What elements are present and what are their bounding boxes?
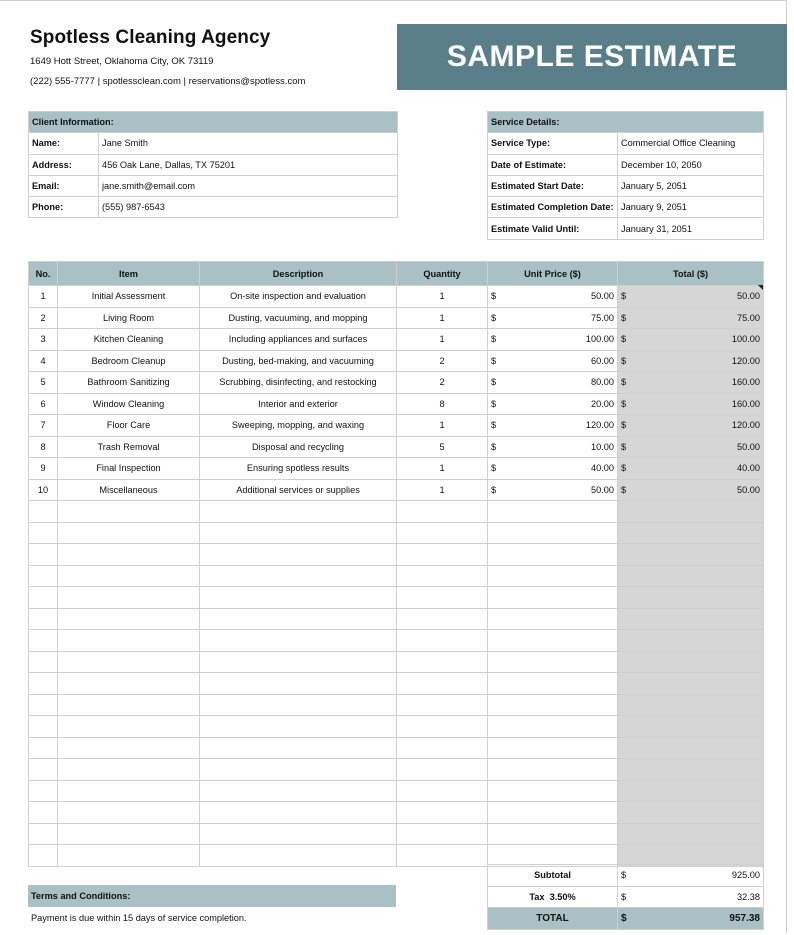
start-date-value[interactable]: January 5, 2051 (618, 175, 764, 196)
table-row (29, 823, 764, 845)
unit-price-currency[interactable]: $ (488, 350, 512, 372)
table-row (29, 630, 764, 652)
table-row (29, 673, 764, 695)
item-no[interactable] (29, 716, 58, 738)
company-address: 1649 Hott Street, Oklahoma City, OK 73119 (30, 56, 214, 67)
item-no[interactable]: 3 (29, 329, 58, 351)
item-unit-price[interactable] (512, 673, 618, 695)
item-unit-price[interactable] (512, 544, 618, 566)
subtotal-label: Subtotal (488, 865, 618, 887)
item-description[interactable] (200, 823, 397, 845)
table-row (29, 544, 764, 566)
item-total[interactable] (642, 587, 764, 609)
table-row (29, 587, 764, 609)
item-total[interactable] (642, 522, 764, 544)
unit-price-currency[interactable] (488, 630, 512, 652)
total-currency[interactable] (618, 587, 642, 609)
item-no[interactable] (29, 823, 58, 845)
item-quantity[interactable]: 1 (397, 415, 488, 437)
total-currency[interactable] (618, 565, 642, 587)
item-unit-price[interactable]: 60.00 (512, 350, 618, 372)
item-no[interactable]: 1 (29, 286, 58, 308)
valid-until-value[interactable]: January 31, 2051 (618, 218, 764, 239)
table-row (29, 694, 764, 716)
item-no[interactable]: 7 (29, 415, 58, 437)
unit-price-currency[interactable] (488, 544, 512, 566)
unit-price-currency[interactable] (488, 802, 512, 824)
total-currency[interactable] (618, 651, 642, 673)
item-description[interactable]: Additional services or supplies (200, 479, 397, 501)
item-quantity[interactable]: 5 (397, 436, 488, 458)
total-label: TOTAL (488, 908, 618, 930)
item-name[interactable]: Bedroom Cleanup (58, 350, 200, 372)
item-unit-price[interactable]: 50.00 (512, 479, 618, 501)
item-total[interactable]: 50.00 (642, 479, 764, 501)
comment-indicator (758, 285, 763, 290)
service-type-label: Service Type: (488, 133, 618, 154)
table-row (29, 759, 764, 781)
item-quantity[interactable]: 2 (397, 372, 488, 394)
item-no[interactable]: 6 (29, 393, 58, 415)
company-contact: (222) 555-7777 | spotlessclean.com | reservations@spotless.com (30, 76, 306, 87)
item-total[interactable]: 120.00 (642, 350, 764, 372)
col-header-item: Item (58, 262, 200, 286)
item-no[interactable]: 8 (29, 436, 58, 458)
item-description[interactable] (200, 802, 397, 824)
item-total[interactable]: 160.00 (642, 393, 764, 415)
item-description[interactable] (200, 759, 397, 781)
item-name[interactable]: Initial Assessment (58, 286, 200, 308)
item-no[interactable] (29, 501, 58, 523)
item-name[interactable]: Kitchen Cleaning (58, 329, 200, 351)
item-quantity[interactable] (397, 673, 488, 695)
item-unit-price[interactable] (512, 823, 618, 845)
tax-currency: $ (618, 886, 642, 908)
item-total[interactable] (642, 630, 764, 652)
item-unit-price[interactable] (512, 608, 618, 630)
col-header-no: No. (29, 262, 58, 286)
total-currency: $ (618, 908, 642, 930)
item-description[interactable]: Ensuring spotless results (200, 458, 397, 480)
item-unit-price[interactable] (512, 501, 618, 523)
client-email-label: Email: (29, 175, 99, 196)
item-unit-price[interactable] (512, 737, 618, 759)
item-quantity[interactable]: 8 (397, 393, 488, 415)
item-unit-price[interactable] (512, 587, 618, 609)
item-unit-price[interactable]: 50.00 (512, 286, 618, 308)
table-row (29, 501, 764, 523)
item-quantity[interactable] (397, 823, 488, 845)
company-header (30, 27, 305, 87)
item-unit-price[interactable] (512, 802, 618, 824)
company-name: Spotless Cleaning Agency (30, 27, 271, 48)
item-unit-price[interactable] (512, 651, 618, 673)
unit-price-currency[interactable] (488, 651, 512, 673)
item-name[interactable]: Floor Care (58, 415, 200, 437)
total-currency[interactable]: $ (618, 286, 642, 308)
item-unit-price[interactable] (512, 780, 618, 802)
total-currency[interactable] (618, 608, 642, 630)
item-description[interactable] (200, 737, 397, 759)
col-header-description: Description (200, 262, 397, 286)
table-row (29, 329, 764, 351)
table-row (29, 845, 764, 867)
item-quantity[interactable] (397, 780, 488, 802)
item-description[interactable] (200, 501, 397, 523)
subtotal-value: 925.00 (642, 865, 764, 887)
unit-price-currency[interactable] (488, 737, 512, 759)
total-currency[interactable] (618, 544, 642, 566)
total-currency[interactable]: $ (618, 436, 642, 458)
unit-price-currency[interactable]: $ (488, 479, 512, 501)
total-currency[interactable] (618, 630, 642, 652)
table-row (29, 802, 764, 824)
item-total[interactable]: 75.00 (642, 307, 764, 329)
total-currency[interactable] (618, 737, 642, 759)
total-currency[interactable]: $ (618, 307, 642, 329)
item-name[interactable]: Trash Removal (58, 436, 200, 458)
table-row (29, 372, 764, 394)
unit-price-currency[interactable] (488, 522, 512, 544)
valid-until-label: Estimate Valid Until: (488, 218, 618, 239)
item-unit-price[interactable] (512, 759, 618, 781)
item-name[interactable] (58, 673, 200, 695)
terms-heading: Terms and Conditions: (28, 885, 396, 907)
item-quantity[interactable]: 1 (397, 458, 488, 480)
item-description[interactable] (200, 651, 397, 673)
item-no[interactable] (29, 651, 58, 673)
unit-price-currency[interactable]: $ (488, 329, 512, 351)
item-description[interactable] (200, 780, 397, 802)
item-total[interactable] (642, 759, 764, 781)
unit-price-currency[interactable] (488, 565, 512, 587)
client-name-label: Name: (29, 133, 99, 154)
total-value: 957.38 (642, 908, 764, 930)
item-total[interactable] (642, 565, 764, 587)
item-no[interactable]: 9 (29, 458, 58, 480)
item-name[interactable] (58, 716, 200, 738)
completion-date-value[interactable]: January 9, 2051 (618, 197, 764, 218)
client-address-value[interactable]: 456 Oak Lane, Dallas, TX 75201 (99, 154, 398, 175)
unit-price-currency[interactable] (488, 587, 512, 609)
item-total[interactable]: 160.00 (642, 372, 764, 394)
item-quantity[interactable]: 1 (397, 479, 488, 501)
item-unit-price[interactable]: 120.00 (512, 415, 618, 437)
item-quantity[interactable]: 1 (397, 286, 488, 308)
total-currency[interactable]: $ (618, 329, 642, 351)
unit-price-currency[interactable] (488, 608, 512, 630)
item-quantity[interactable] (397, 565, 488, 587)
item-description[interactable]: Interior and exterior (200, 393, 397, 415)
item-name[interactable] (58, 565, 200, 587)
item-total[interactable]: 100.00 (642, 329, 764, 351)
item-description[interactable] (200, 630, 397, 652)
item-quantity[interactable] (397, 651, 488, 673)
client-name-value[interactable]: Jane Smith (99, 133, 398, 154)
item-quantity[interactable]: 1 (397, 307, 488, 329)
item-description[interactable]: Disposal and recycling (200, 436, 397, 458)
item-no[interactable] (29, 522, 58, 544)
item-name[interactable] (58, 802, 200, 824)
line-items-table (28, 261, 764, 867)
item-no[interactable] (29, 544, 58, 566)
item-total[interactable] (642, 845, 764, 867)
total-currency[interactable] (618, 802, 642, 824)
item-quantity[interactable] (397, 587, 488, 609)
item-total[interactable]: 120.00 (642, 415, 764, 437)
item-name[interactable] (58, 544, 200, 566)
table-row (29, 286, 764, 308)
item-no[interactable] (29, 673, 58, 695)
item-total[interactable] (642, 501, 764, 523)
table-row (29, 780, 764, 802)
item-unit-price[interactable]: 75.00 (512, 307, 618, 329)
item-unit-price[interactable]: 80.00 (512, 372, 618, 394)
item-description[interactable]: Dusting, bed-making, and vacuuming (200, 350, 397, 372)
item-description[interactable] (200, 673, 397, 695)
item-name[interactable] (58, 522, 200, 544)
col-header-total: Total ($) (618, 262, 764, 286)
unit-price-currency[interactable] (488, 823, 512, 845)
total-currency[interactable] (618, 694, 642, 716)
item-no[interactable]: 10 (29, 479, 58, 501)
total-currency[interactable]: $ (618, 393, 642, 415)
item-total[interactable] (642, 544, 764, 566)
item-description[interactable] (200, 522, 397, 544)
item-no[interactable] (29, 608, 58, 630)
unit-price-currency[interactable] (488, 780, 512, 802)
item-description[interactable] (200, 587, 397, 609)
total-currency[interactable] (618, 522, 642, 544)
estimate-banner: SAMPLE ESTIMATE (397, 24, 787, 90)
item-name[interactable]: Final Inspection (58, 458, 200, 480)
item-no[interactable] (29, 630, 58, 652)
item-quantity[interactable] (397, 802, 488, 824)
item-total[interactable]: 50.00 (642, 286, 764, 308)
unit-price-currency[interactable] (488, 694, 512, 716)
item-no[interactable]: 2 (29, 307, 58, 329)
item-name[interactable] (58, 823, 200, 845)
item-name[interactable] (58, 651, 200, 673)
service-details-table (487, 111, 764, 240)
total-currency[interactable] (618, 759, 642, 781)
item-no[interactable] (29, 737, 58, 759)
item-description[interactable] (200, 694, 397, 716)
item-total[interactable]: 40.00 (642, 458, 764, 480)
terms-text[interactable]: Payment is due within 15 days of service completion. (31, 913, 247, 923)
item-quantity[interactable] (397, 522, 488, 544)
unit-price-currency[interactable]: $ (488, 286, 512, 308)
total-currency[interactable]: $ (618, 458, 642, 480)
item-quantity[interactable] (397, 737, 488, 759)
item-unit-price[interactable] (512, 630, 618, 652)
item-name[interactable] (58, 630, 200, 652)
unit-price-currency[interactable] (488, 716, 512, 738)
table-row (29, 350, 764, 372)
unit-price-currency[interactable]: $ (488, 458, 512, 480)
unit-price-currency[interactable]: $ (488, 393, 512, 415)
item-name[interactable]: Miscellaneous (58, 479, 200, 501)
col-header-unit-price: Unit Price ($) (488, 262, 618, 286)
item-name[interactable]: Living Room (58, 307, 200, 329)
estimate-date-value[interactable]: December 10, 2050 (618, 154, 764, 175)
total-currency[interactable] (618, 501, 642, 523)
table-row (29, 565, 764, 587)
item-description[interactable]: Including appliances and surfaces (200, 329, 397, 351)
unit-price-currency[interactable]: $ (488, 372, 512, 394)
item-unit-price[interactable] (512, 845, 618, 867)
completion-date-label: Estimated Completion Date: (488, 197, 618, 218)
item-name[interactable] (58, 608, 200, 630)
item-name[interactable]: Window Cleaning (58, 393, 200, 415)
unit-price-currency[interactable]: $ (488, 436, 512, 458)
client-info-heading: Client Information: (29, 112, 398, 133)
estimate-date-label: Date of Estimate: (488, 154, 618, 175)
item-description[interactable]: Scrubbing, disinfecting, and restocking (200, 372, 397, 394)
item-quantity[interactable] (397, 845, 488, 867)
item-name[interactable] (58, 737, 200, 759)
table-row (29, 737, 764, 759)
table-row (29, 436, 764, 458)
item-description[interactable]: Dusting, vacuuming, and mopping (200, 307, 397, 329)
item-unit-price[interactable]: 40.00 (512, 458, 618, 480)
item-quantity[interactable] (397, 694, 488, 716)
item-name[interactable] (58, 501, 200, 523)
item-quantity[interactable] (397, 544, 488, 566)
total-currency[interactable]: $ (618, 372, 642, 394)
item-total[interactable] (642, 780, 764, 802)
item-total[interactable] (642, 673, 764, 695)
start-date-label: Estimated Start Date: (488, 175, 618, 196)
table-row (29, 608, 764, 630)
item-name[interactable]: Bathroom Sanitizing (58, 372, 200, 394)
item-no[interactable] (29, 780, 58, 802)
item-name[interactable] (58, 845, 200, 867)
unit-price-currency[interactable] (488, 759, 512, 781)
item-total[interactable] (642, 716, 764, 738)
item-description[interactable] (200, 565, 397, 587)
service-details-heading: Service Details: (488, 112, 764, 133)
item-total[interactable] (642, 823, 764, 845)
total-currency[interactable]: $ (618, 415, 642, 437)
table-row (29, 651, 764, 673)
item-quantity[interactable] (397, 630, 488, 652)
unit-price-currency[interactable]: $ (488, 307, 512, 329)
unit-price-currency[interactable]: $ (488, 415, 512, 437)
total-currency[interactable]: $ (618, 350, 642, 372)
item-quantity[interactable]: 1 (397, 329, 488, 351)
item-unit-price[interactable] (512, 522, 618, 544)
unit-price-currency[interactable] (488, 501, 512, 523)
table-row (29, 415, 764, 437)
total-currency[interactable] (618, 845, 642, 867)
item-quantity[interactable] (397, 716, 488, 738)
total-currency[interactable]: $ (618, 479, 642, 501)
unit-price-currency[interactable] (488, 673, 512, 695)
item-description[interactable] (200, 716, 397, 738)
table-row (29, 522, 764, 544)
table-row (29, 479, 764, 501)
item-no[interactable] (29, 565, 58, 587)
subtotal-currency: $ (618, 865, 642, 887)
client-phone-label: Phone: (29, 197, 99, 218)
tax-value: 32.38 (642, 886, 764, 908)
item-name[interactable] (58, 780, 200, 802)
unit-price-currency[interactable] (488, 845, 512, 867)
total-currency[interactable] (618, 716, 642, 738)
item-no[interactable] (29, 587, 58, 609)
item-description[interactable] (200, 608, 397, 630)
item-quantity[interactable]: 2 (397, 350, 488, 372)
item-quantity[interactable] (397, 759, 488, 781)
item-quantity[interactable] (397, 501, 488, 523)
client-phone-value[interactable]: (555) 987-6543 (99, 197, 398, 218)
item-total[interactable] (642, 802, 764, 824)
table-row (29, 393, 764, 415)
table-row (29, 716, 764, 738)
item-unit-price[interactable]: 100.00 (512, 329, 618, 351)
terms-section (28, 885, 396, 923)
table-row (29, 458, 764, 480)
client-address-label: Address: (29, 154, 99, 175)
item-total[interactable] (642, 737, 764, 759)
table-row (29, 307, 764, 329)
total-currency[interactable] (618, 823, 642, 845)
col-header-quantity: Quantity (397, 262, 488, 286)
item-total[interactable]: 50.00 (642, 436, 764, 458)
item-no[interactable] (29, 759, 58, 781)
item-name[interactable] (58, 694, 200, 716)
item-no[interactable] (29, 802, 58, 824)
client-info-table (28, 111, 398, 218)
item-total[interactable] (642, 694, 764, 716)
item-total[interactable] (642, 608, 764, 630)
item-description[interactable] (200, 845, 397, 867)
tax-label[interactable]: Tax 3.50% (488, 886, 618, 908)
item-unit-price[interactable]: 20.00 (512, 393, 618, 415)
total-currency[interactable] (618, 780, 642, 802)
totals-table (487, 864, 764, 930)
item-name[interactable] (58, 759, 200, 781)
item-unit-price[interactable] (512, 565, 618, 587)
item-unit-price[interactable]: 10.00 (512, 436, 618, 458)
item-no[interactable]: 4 (29, 350, 58, 372)
total-currency[interactable] (618, 673, 642, 695)
item-total[interactable] (642, 651, 764, 673)
item-description[interactable] (200, 544, 397, 566)
item-name[interactable] (58, 587, 200, 609)
item-description[interactable]: Sweeping, mopping, and waxing (200, 415, 397, 437)
item-unit-price[interactable] (512, 694, 618, 716)
client-email-value[interactable]: jane.smith@email.com (99, 175, 398, 196)
service-type-value[interactable]: Commercial Office Cleaning (618, 133, 764, 154)
item-unit-price[interactable] (512, 716, 618, 738)
item-no[interactable]: 5 (29, 372, 58, 394)
item-quantity[interactable] (397, 608, 488, 630)
item-no[interactable] (29, 694, 58, 716)
item-no[interactable] (29, 845, 58, 867)
item-description[interactable]: On-site inspection and evaluation (200, 286, 397, 308)
